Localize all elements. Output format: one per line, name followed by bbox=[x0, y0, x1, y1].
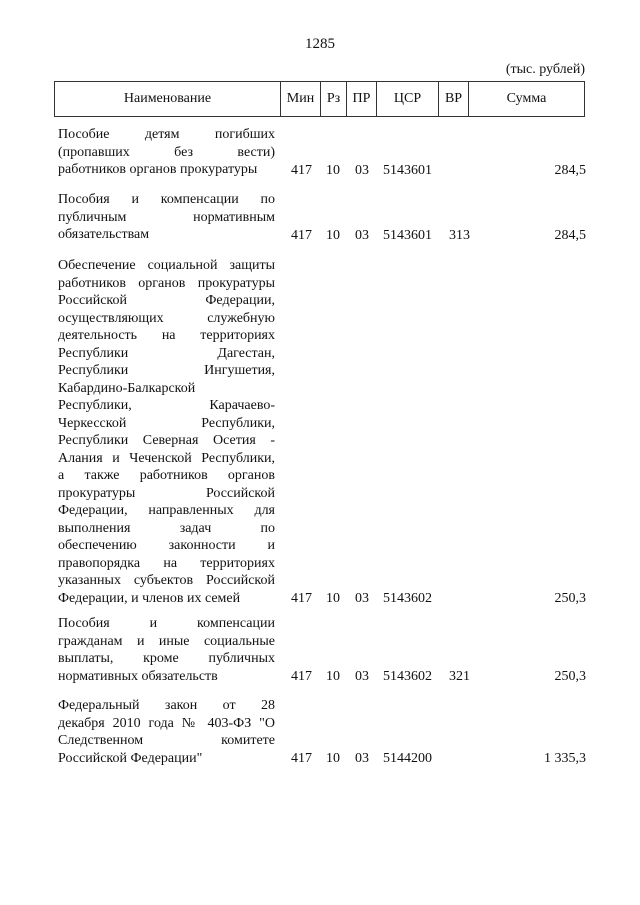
name-line: обеспечению законности и bbox=[58, 538, 275, 553]
table-row bbox=[58, 126, 586, 179]
name-line: работников органов прокуратуры bbox=[58, 162, 258, 177]
cell-vr: 321 bbox=[449, 669, 470, 684]
name-line: Федерации, и членов их семей bbox=[58, 590, 241, 606]
name-line: Обеспечение социальной защиты bbox=[58, 258, 275, 273]
name-line: Черкесской Республики, bbox=[58, 415, 275, 431]
name-line: Пособия и компенсации по bbox=[58, 192, 275, 207]
name-line: Кабардино-Балкарской bbox=[58, 380, 196, 396]
name-line: публичным нормативным bbox=[58, 209, 275, 225]
name-line: нормативных обязательств bbox=[58, 668, 218, 684]
header-sum: Сумма bbox=[506, 91, 547, 106]
name-line: осуществляющих служебную bbox=[58, 310, 275, 326]
cell-pr: 03 bbox=[355, 591, 369, 606]
cell-csr: 5143601 bbox=[383, 162, 432, 178]
cell-min: 417 bbox=[291, 162, 312, 178]
unit-note: (тыс. рублей) bbox=[505, 62, 585, 77]
table-row bbox=[58, 257, 586, 607]
header-rz: Рз bbox=[321, 82, 347, 116]
name-line: Пособия и компенсации bbox=[58, 616, 275, 631]
name-line: гражданам и иные социальные bbox=[58, 633, 275, 649]
cell-pr: 03 bbox=[355, 227, 369, 243]
table-row bbox=[58, 191, 586, 244]
name-line: выполнения задач по bbox=[58, 520, 275, 536]
name-line: правопорядка на территориях bbox=[58, 555, 275, 571]
name-line: а также работников органов bbox=[58, 468, 275, 483]
cell-min: 417 bbox=[291, 751, 312, 766]
cell-min: 417 bbox=[291, 669, 312, 684]
name-line: Пособие детям погибших bbox=[58, 127, 275, 142]
name-line: Республики Ингушетия, bbox=[58, 363, 275, 378]
name-line: (пропавших без вести) bbox=[58, 144, 275, 160]
cell-rz: 10 bbox=[326, 751, 340, 766]
name-line: Российской Федерации" bbox=[58, 750, 203, 766]
table-row bbox=[58, 697, 586, 767]
table-header bbox=[54, 81, 585, 117]
name-line: указанных субъектов Российской bbox=[58, 573, 275, 588]
name-line: Алания и Чеченской Республики, bbox=[58, 450, 275, 466]
cell-pr: 03 bbox=[355, 669, 369, 684]
name-line: Следственном комитете bbox=[58, 733, 275, 748]
cell-sum: 250,3 bbox=[554, 591, 586, 606]
header-pr: ПР bbox=[347, 82, 377, 116]
header-csr: ЦСР bbox=[377, 82, 439, 116]
cell-pr: 03 bbox=[355, 162, 369, 178]
name-line: работников органов прокуратуры bbox=[58, 275, 275, 291]
cell-csr: 5143601 bbox=[383, 227, 432, 243]
cell-rz: 10 bbox=[326, 591, 340, 606]
cell-rz: 10 bbox=[326, 162, 340, 178]
name-line: декабря 2010 года № 403-ФЗ "О bbox=[58, 715, 275, 731]
name-line: Республики Дагестан, bbox=[58, 345, 275, 361]
cell-csr: 5143602 bbox=[383, 669, 432, 684]
header-vr: ВР bbox=[439, 82, 469, 116]
table-row bbox=[58, 615, 586, 685]
cell-sum: 1 335,3 bbox=[544, 751, 586, 766]
header-min: Мин bbox=[281, 82, 321, 116]
cell-vr: 313 bbox=[449, 227, 470, 243]
cell-rz: 10 bbox=[326, 227, 340, 243]
cell-csr: 5143602 bbox=[383, 591, 432, 606]
name-line: прокуратуры Российской bbox=[58, 485, 275, 501]
name-line: Федерации, направленных для bbox=[58, 503, 275, 518]
cell-sum: 284,5 bbox=[554, 162, 586, 178]
name-line: Республики Северная Осетия - bbox=[58, 433, 275, 448]
row-name bbox=[58, 257, 275, 607]
name-line: Российской Федерации, bbox=[58, 293, 275, 308]
name-line: Республики, Карачаево- bbox=[58, 398, 275, 413]
cell-sum: 250,3 bbox=[554, 669, 586, 684]
cell-min: 417 bbox=[291, 227, 312, 243]
cell-pr: 03 bbox=[355, 751, 369, 766]
cell-rz: 10 bbox=[326, 669, 340, 684]
header-name: Наименование bbox=[55, 82, 281, 116]
cell-sum: 284,5 bbox=[554, 227, 586, 243]
cell-min: 417 bbox=[291, 591, 312, 606]
name-line: выплаты, кроме публичных bbox=[58, 651, 275, 666]
name-line: деятельность на территориях bbox=[58, 328, 275, 343]
cell-csr: 5144200 bbox=[383, 751, 432, 766]
name-line: обязательствам bbox=[58, 227, 150, 242]
page-number: 1285 bbox=[305, 36, 335, 52]
name-line: Федеральный закон от 28 bbox=[58, 698, 275, 713]
